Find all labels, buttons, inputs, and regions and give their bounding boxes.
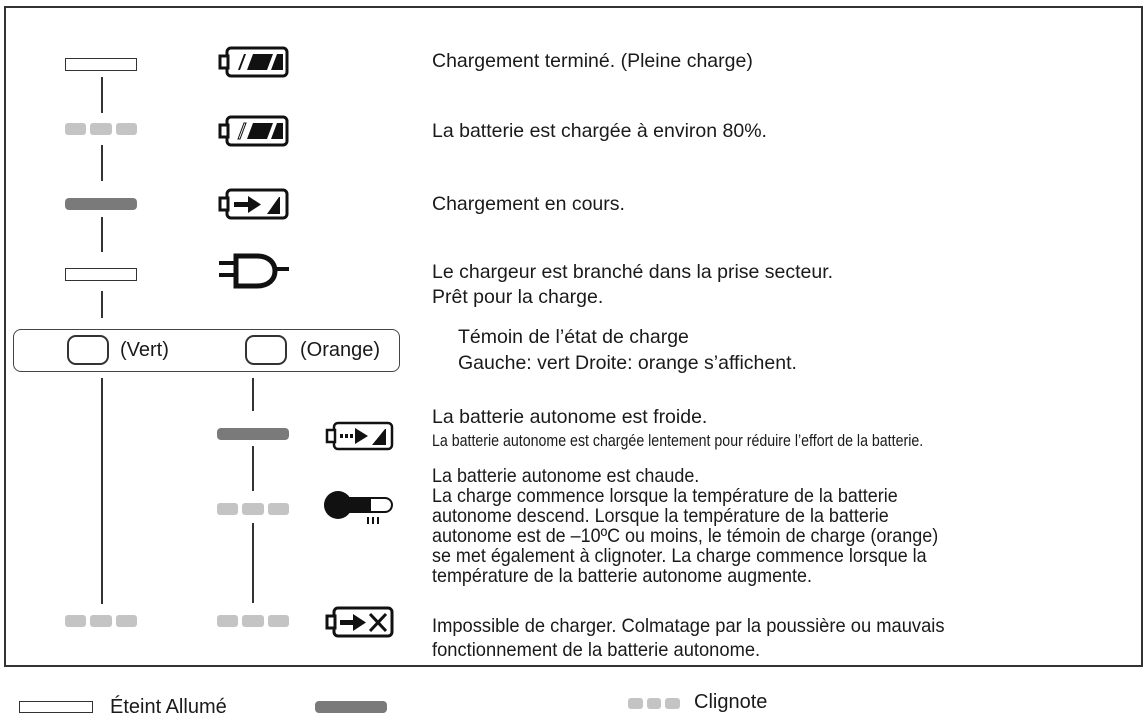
led-green-off [65,268,137,281]
row-error-line-2: fonctionnement de la batterie autonome. [432,639,761,661]
legend-off-on-label: Éteint Allumé [110,696,227,718]
battery-cannot-charge-icon [326,606,396,638]
led-orange-blink [217,615,289,627]
led-green-blink [65,123,137,135]
indicator-subtitle: Gauche: vert Droite: orange s’affichent. [458,352,797,374]
row-plugged-line-1: Le chargeur est branché dans la prise secteur. [432,261,834,283]
led-orange-blink [217,503,289,515]
indicator-green-lamp [67,335,109,365]
row-cold-title: La batterie autonome est froide. [432,406,708,428]
connector-line [101,217,103,252]
connector-line [101,77,103,113]
battery-full-icon [219,46,289,78]
connector-line [101,145,103,181]
battery-80-icon [219,115,289,147]
legend-led-off [19,701,93,713]
row-full-description: Chargement terminé. (Pleine charge) [432,50,753,72]
indicator-orange-lamp [245,335,287,365]
connector-line [252,446,254,491]
row-hot-detail-line-2: autonome descend. Lorsque la température de la batterie [432,505,889,527]
connector-line [252,523,254,603]
battery-charging-icon [219,188,289,220]
row-hot-detail-line-5: température de la batterie autonome augmente. [432,565,812,587]
led-green-blink [65,615,137,627]
connector-line [252,378,254,411]
row-error-line-1: Impossible de charger. Colmatage par la poussière ou mauvais [432,615,945,637]
indicator-green-label: (Vert) [120,339,169,361]
led-green-off [65,58,137,71]
thermometer-hot-icon [323,490,398,526]
plug-icon [219,253,291,289]
led-orange-on [217,428,289,440]
row-80pct-description: La batterie est chargée à environ 80%. [432,120,767,142]
led-green-on [65,198,137,210]
legend-blink-label: Clignote [694,691,768,713]
row-hot-detail-line-1: La charge commence lorsque la température de la batterie [432,485,898,507]
legend-led-blink [628,698,680,709]
battery-slow-charge-icon [326,421,396,451]
connector-line [101,378,103,604]
row-hot-detail-line-3: autonome est de –10ºC ou moins, le témoin de charge (orange) [432,525,939,547]
row-plugged-line-2: Prêt pour la charge. [432,286,604,308]
row-charging-description: Chargement en cours. [432,193,625,215]
row-cold-detail: La batterie autonome est chargée lentement pour réduire l’effort de la batterie. [432,432,924,450]
row-hot-title: La batterie autonome est chaude. [432,465,700,487]
indicator-orange-label: (Orange) [300,339,381,361]
row-hot-detail-line-4: se met également à clignoter. La charge commence lorsque la [432,545,927,567]
connector-line [101,291,103,318]
indicator-title: Témoin de l’état de charge [458,326,689,348]
legend-led-on [315,701,387,713]
